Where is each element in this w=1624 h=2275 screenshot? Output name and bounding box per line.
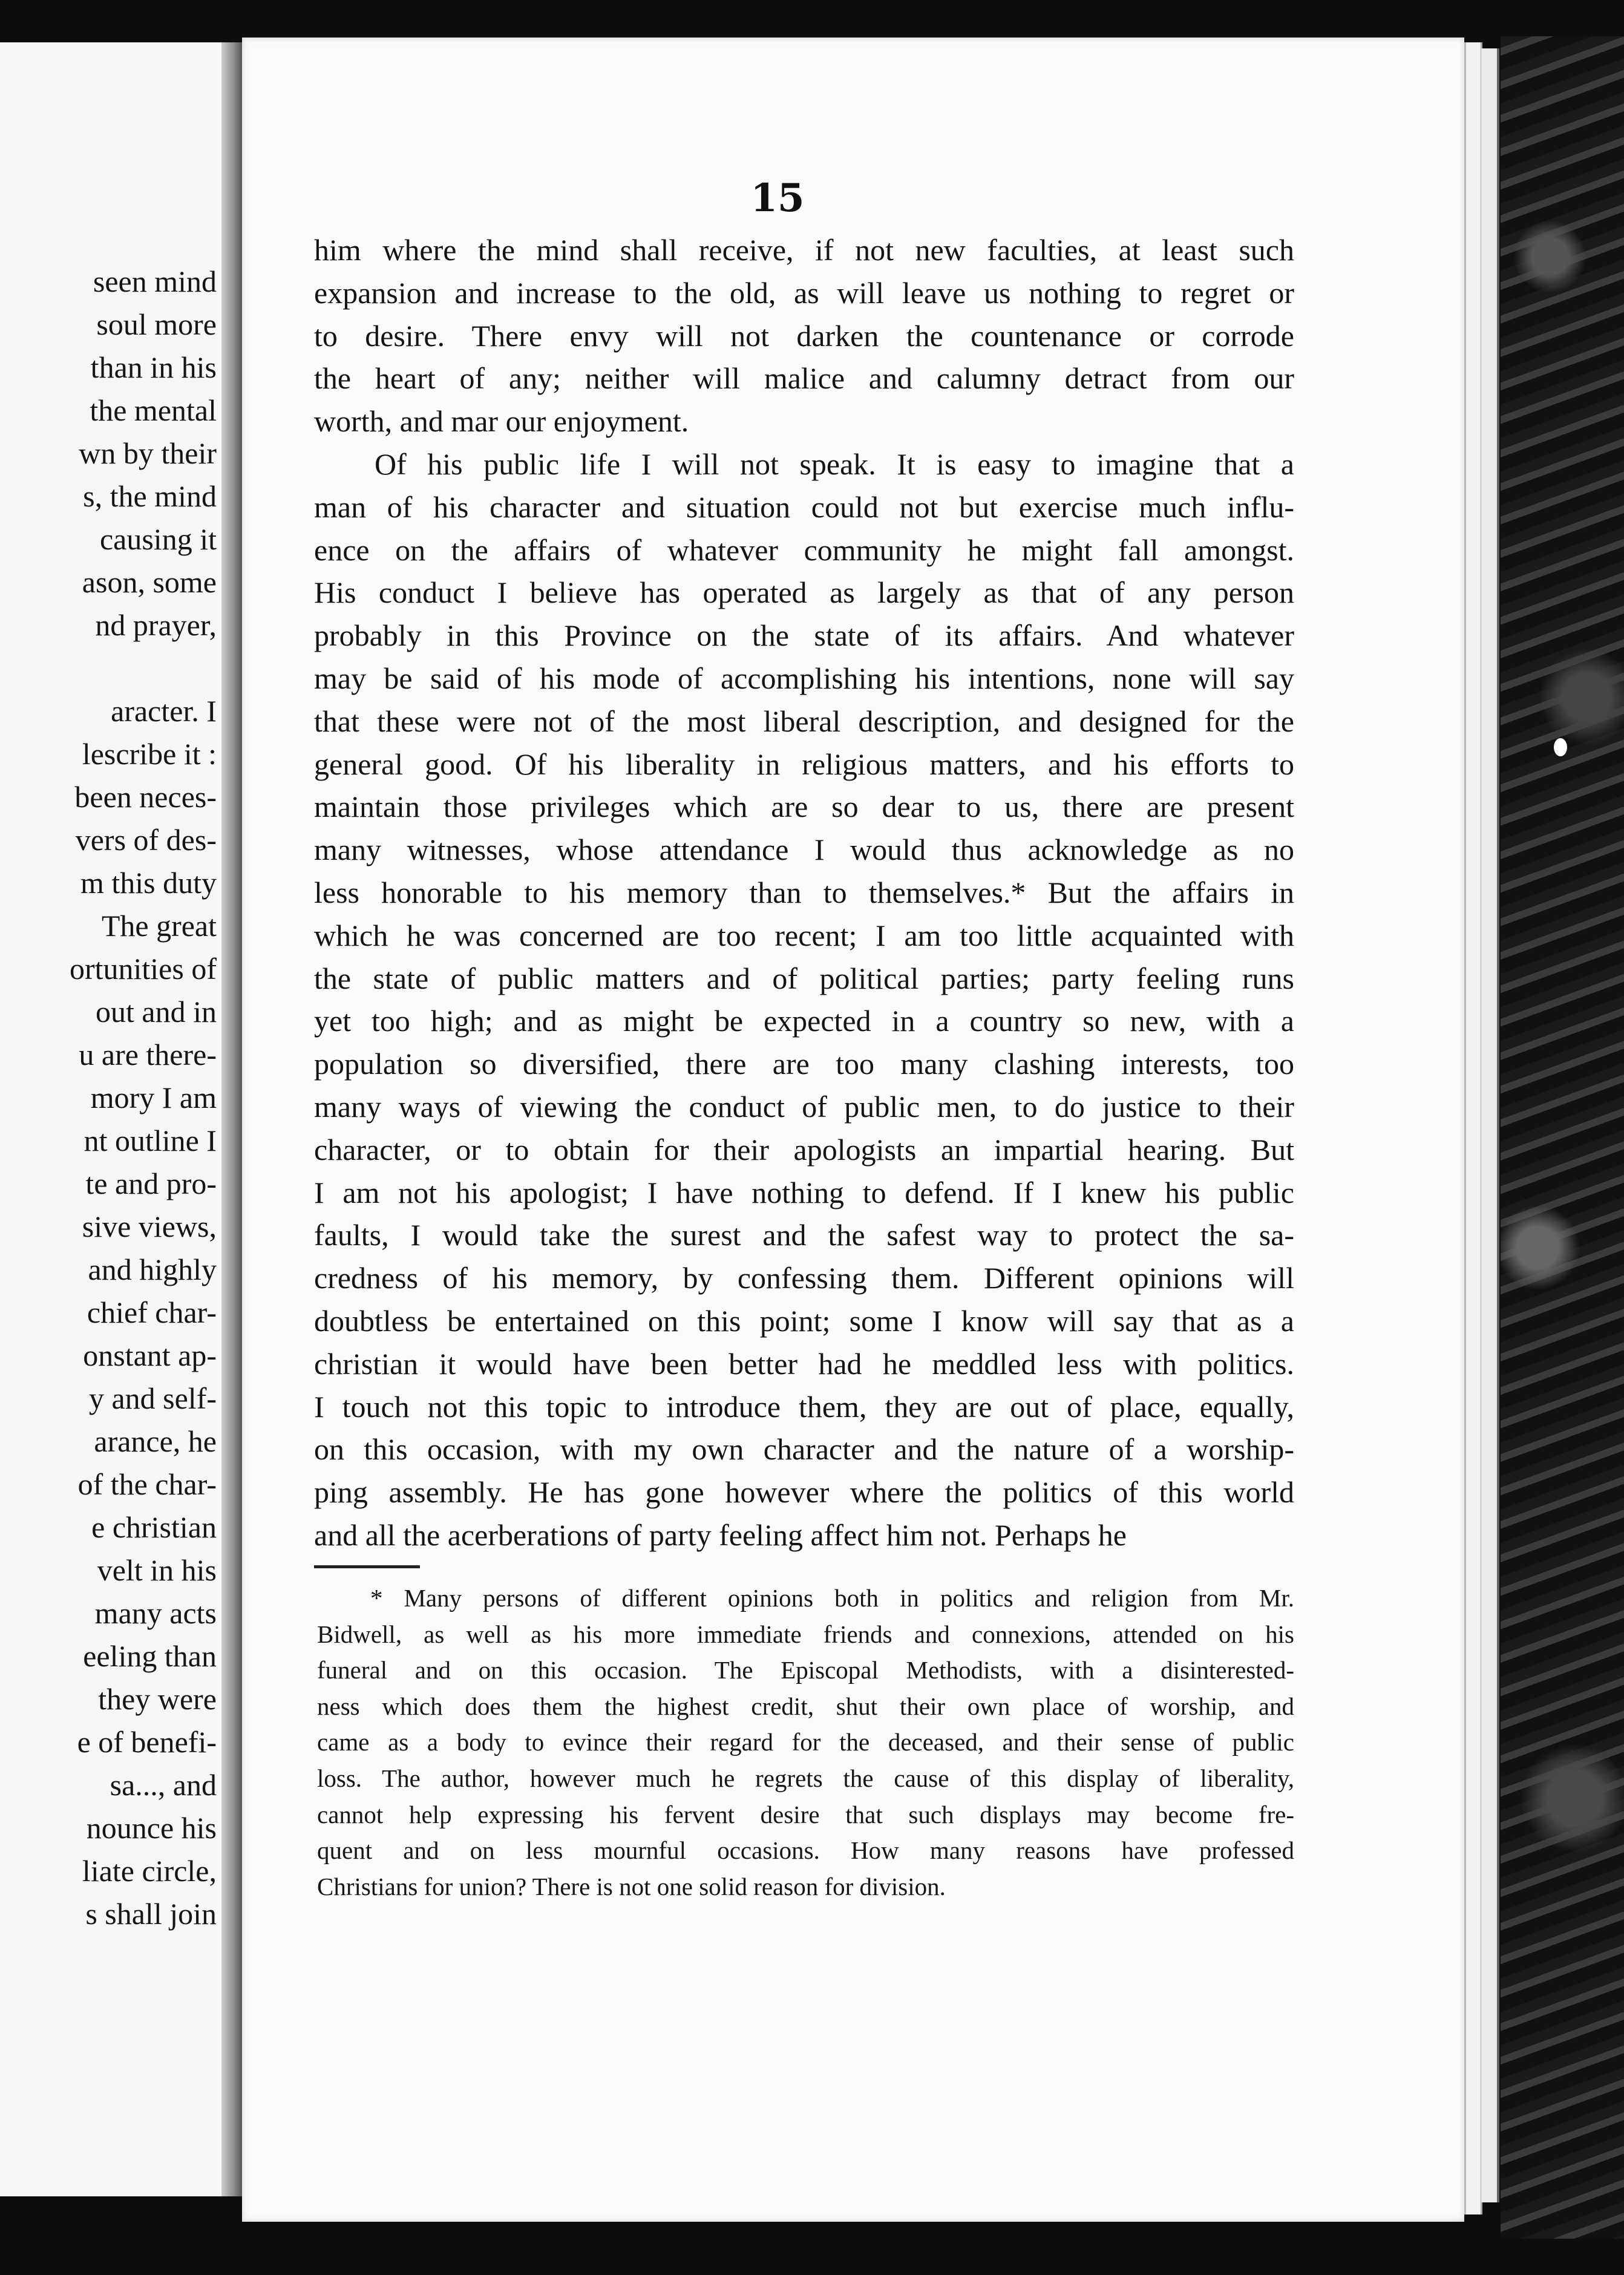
left-page-line: sive views,	[82, 1210, 217, 1243]
left-page-line: s shall join	[85, 1897, 217, 1931]
left-page-line: seen mind	[93, 264, 217, 298]
footnote-line: Christians for union? There is not one solid reason for division.	[317, 1872, 946, 1900]
body-line: may be said of his mode of accomplishing his intentions, none will say	[314, 661, 1294, 695]
page-edge-inner	[1481, 48, 1499, 2202]
left-page-line: mory I am	[90, 1081, 217, 1115]
left-page-line: nd prayer,	[95, 608, 217, 642]
left-page-line: The great	[101, 909, 217, 943]
left-page-line: wn by their	[79, 436, 217, 470]
left-page-line: nounce his	[86, 1811, 217, 1845]
body-line: His conduct I believe has operated as largely as that of any person	[314, 575, 1294, 610]
body-line: ping assembly. He has gone however where the politics of this world	[314, 1475, 1294, 1510]
left-page-line: m this duty	[80, 866, 217, 900]
body-line: expansion and increase to the old, as will leave us nothing to regret or	[314, 275, 1294, 310]
left-page-text	[0, 260, 217, 1936]
left-page-line: e of benefi-	[77, 1725, 217, 1759]
left-page-line: been neces-	[74, 780, 217, 814]
body-line: which he was concerned are too recent; I am too little acquainted with	[314, 918, 1294, 952]
body-line: less honorable to his memory than to themselves.* But the affairs in	[314, 875, 1294, 909]
footnote-line: funeral and on this occasion. The Episcopal Methodists, with a disinterested-	[317, 1656, 1294, 1684]
body-line: doubtless be entertained on this point; some I know will say that as a	[314, 1303, 1294, 1338]
left-page-line: than in his	[90, 350, 217, 384]
left-page-line: soul more	[96, 307, 217, 341]
footnote-line: * Many persons of different opinions both in politics and religion from Mr.	[370, 1584, 1294, 1612]
page-number: 15	[750, 175, 805, 221]
body-line: character, or to obtain for their apologists an impartial hearing. But	[314, 1132, 1294, 1167]
footnote-line: loss. The author, however much he regrets the cause of this display of liberality,	[317, 1764, 1294, 1792]
left-page-line: u are there-	[79, 1038, 217, 1072]
footnote-divider	[314, 1565, 420, 1568]
footnote-line: Bidwell, as well as his more immediate friends and connexions, attended on his	[317, 1620, 1294, 1648]
left-page-line: velt in his	[97, 1553, 217, 1587]
body-line: maintain those privileges which are so dear to us, there are present	[314, 790, 1294, 824]
body-line: worth, and mar our enjoyment.	[314, 404, 689, 439]
left-page-line: many acts	[94, 1596, 217, 1630]
body-line: credness of his memory, by confessing them. Different opinions will	[314, 1261, 1294, 1295]
body-line: and all the acerberations of party feeling affect him not. Perhaps he	[314, 1517, 1127, 1552]
page-edge	[1464, 42, 1482, 2214]
left-page-line: y and self-	[88, 1381, 217, 1415]
footnote	[317, 1580, 1294, 1905]
body-line: on this occasion, with my own character and the nature of a worship-	[314, 1432, 1294, 1467]
body-line: the state of public matters and of political parties; party feeling runs	[314, 961, 1294, 995]
body-text	[314, 229, 1294, 1557]
footnote-line: ness which does them the highest credit, shut their own place of worship, and	[317, 1692, 1294, 1720]
body-line: that these were not of the most liberal description, and designed for the	[314, 704, 1294, 738]
left-page-line: ason, some	[82, 565, 217, 599]
left-page-line: liate circle,	[82, 1854, 217, 1888]
marbled-cover	[1501, 36, 1624, 2239]
body-line: christian it would have been better had he meddled less with politics.	[314, 1346, 1294, 1381]
footnote-line: came as a body to evince their regard for the deceased, and their sense of public	[317, 1728, 1294, 1756]
left-page-line: onstant ap-	[83, 1338, 217, 1372]
body-line: probably in this Province on the state of its affairs. And whatever	[314, 618, 1294, 653]
body-line: to desire. There envy will not darken the countenance or corrode	[314, 318, 1294, 353]
body-line: ence on the affairs of whatever community he might fall amongst.	[314, 532, 1294, 567]
left-facing-page	[0, 42, 225, 2196]
left-page-line: chief char-	[87, 1295, 217, 1329]
body-line: the heart of any; neither will malice and calumny detract from our	[314, 361, 1294, 396]
body-line: I am not his apologist; I have nothing to defend. If I knew his public	[314, 1175, 1294, 1210]
book-gutter	[221, 42, 242, 2196]
left-page-line: arance, he	[94, 1424, 217, 1458]
body-line: faults, I would take the surest and the safest way to protect the sa-	[314, 1218, 1294, 1252]
body-line: Of his public life I will not speak. It is easy to imagine that a	[375, 447, 1294, 481]
body-line: man of his character and situation could not but exercise much influ-	[314, 489, 1294, 524]
left-page-line: vers of des-	[75, 823, 217, 857]
left-page-line: they were	[98, 1682, 217, 1716]
footnote-line: cannot help expressing his fervent desire that such displays may become fre-	[317, 1800, 1294, 1828]
left-page-line: eeling than	[83, 1639, 217, 1673]
body-line: I touch not this topic to introduce them, they are out of place, equally,	[314, 1389, 1294, 1424]
left-page-line	[0, 647, 217, 690]
left-page-line: e christian	[91, 1510, 217, 1544]
body-line: many witnesses, whose attendance I would thus acknowledge as no	[314, 833, 1294, 867]
left-page-line: the mental	[90, 393, 217, 427]
left-page-line: ortunities of	[69, 952, 217, 986]
body-line: general good. Of his liberality in religious matters, and his efforts to	[314, 747, 1294, 781]
left-page-line: aracter. I	[111, 694, 217, 728]
left-page-line: out and in	[96, 995, 217, 1029]
footnote-line: quent and on less mournful occasions. How many reasons have professed	[317, 1836, 1294, 1865]
body-line: him where the mind shall receive, if not new faculties, at least such	[314, 233, 1294, 267]
left-page-line: te and pro-	[85, 1167, 217, 1200]
body-line: many ways of viewing the conduct of public men, to do justice to their	[314, 1089, 1294, 1124]
left-page-line: causing it	[99, 522, 217, 556]
left-page-line: nt outline I	[83, 1124, 217, 1157]
left-page-line: s, the mind	[83, 479, 217, 513]
body-line: yet too high; and as might be expected in a country so new, with a	[314, 1004, 1294, 1038]
body-line: population so diversified, there are too many clashing interests, too	[314, 1047, 1294, 1081]
left-page-line: sa..., and	[110, 1768, 217, 1802]
left-page-line: and highly	[88, 1252, 217, 1286]
left-page-line: of the char-	[77, 1467, 217, 1501]
left-page-line: lescribe it :	[82, 737, 217, 771]
